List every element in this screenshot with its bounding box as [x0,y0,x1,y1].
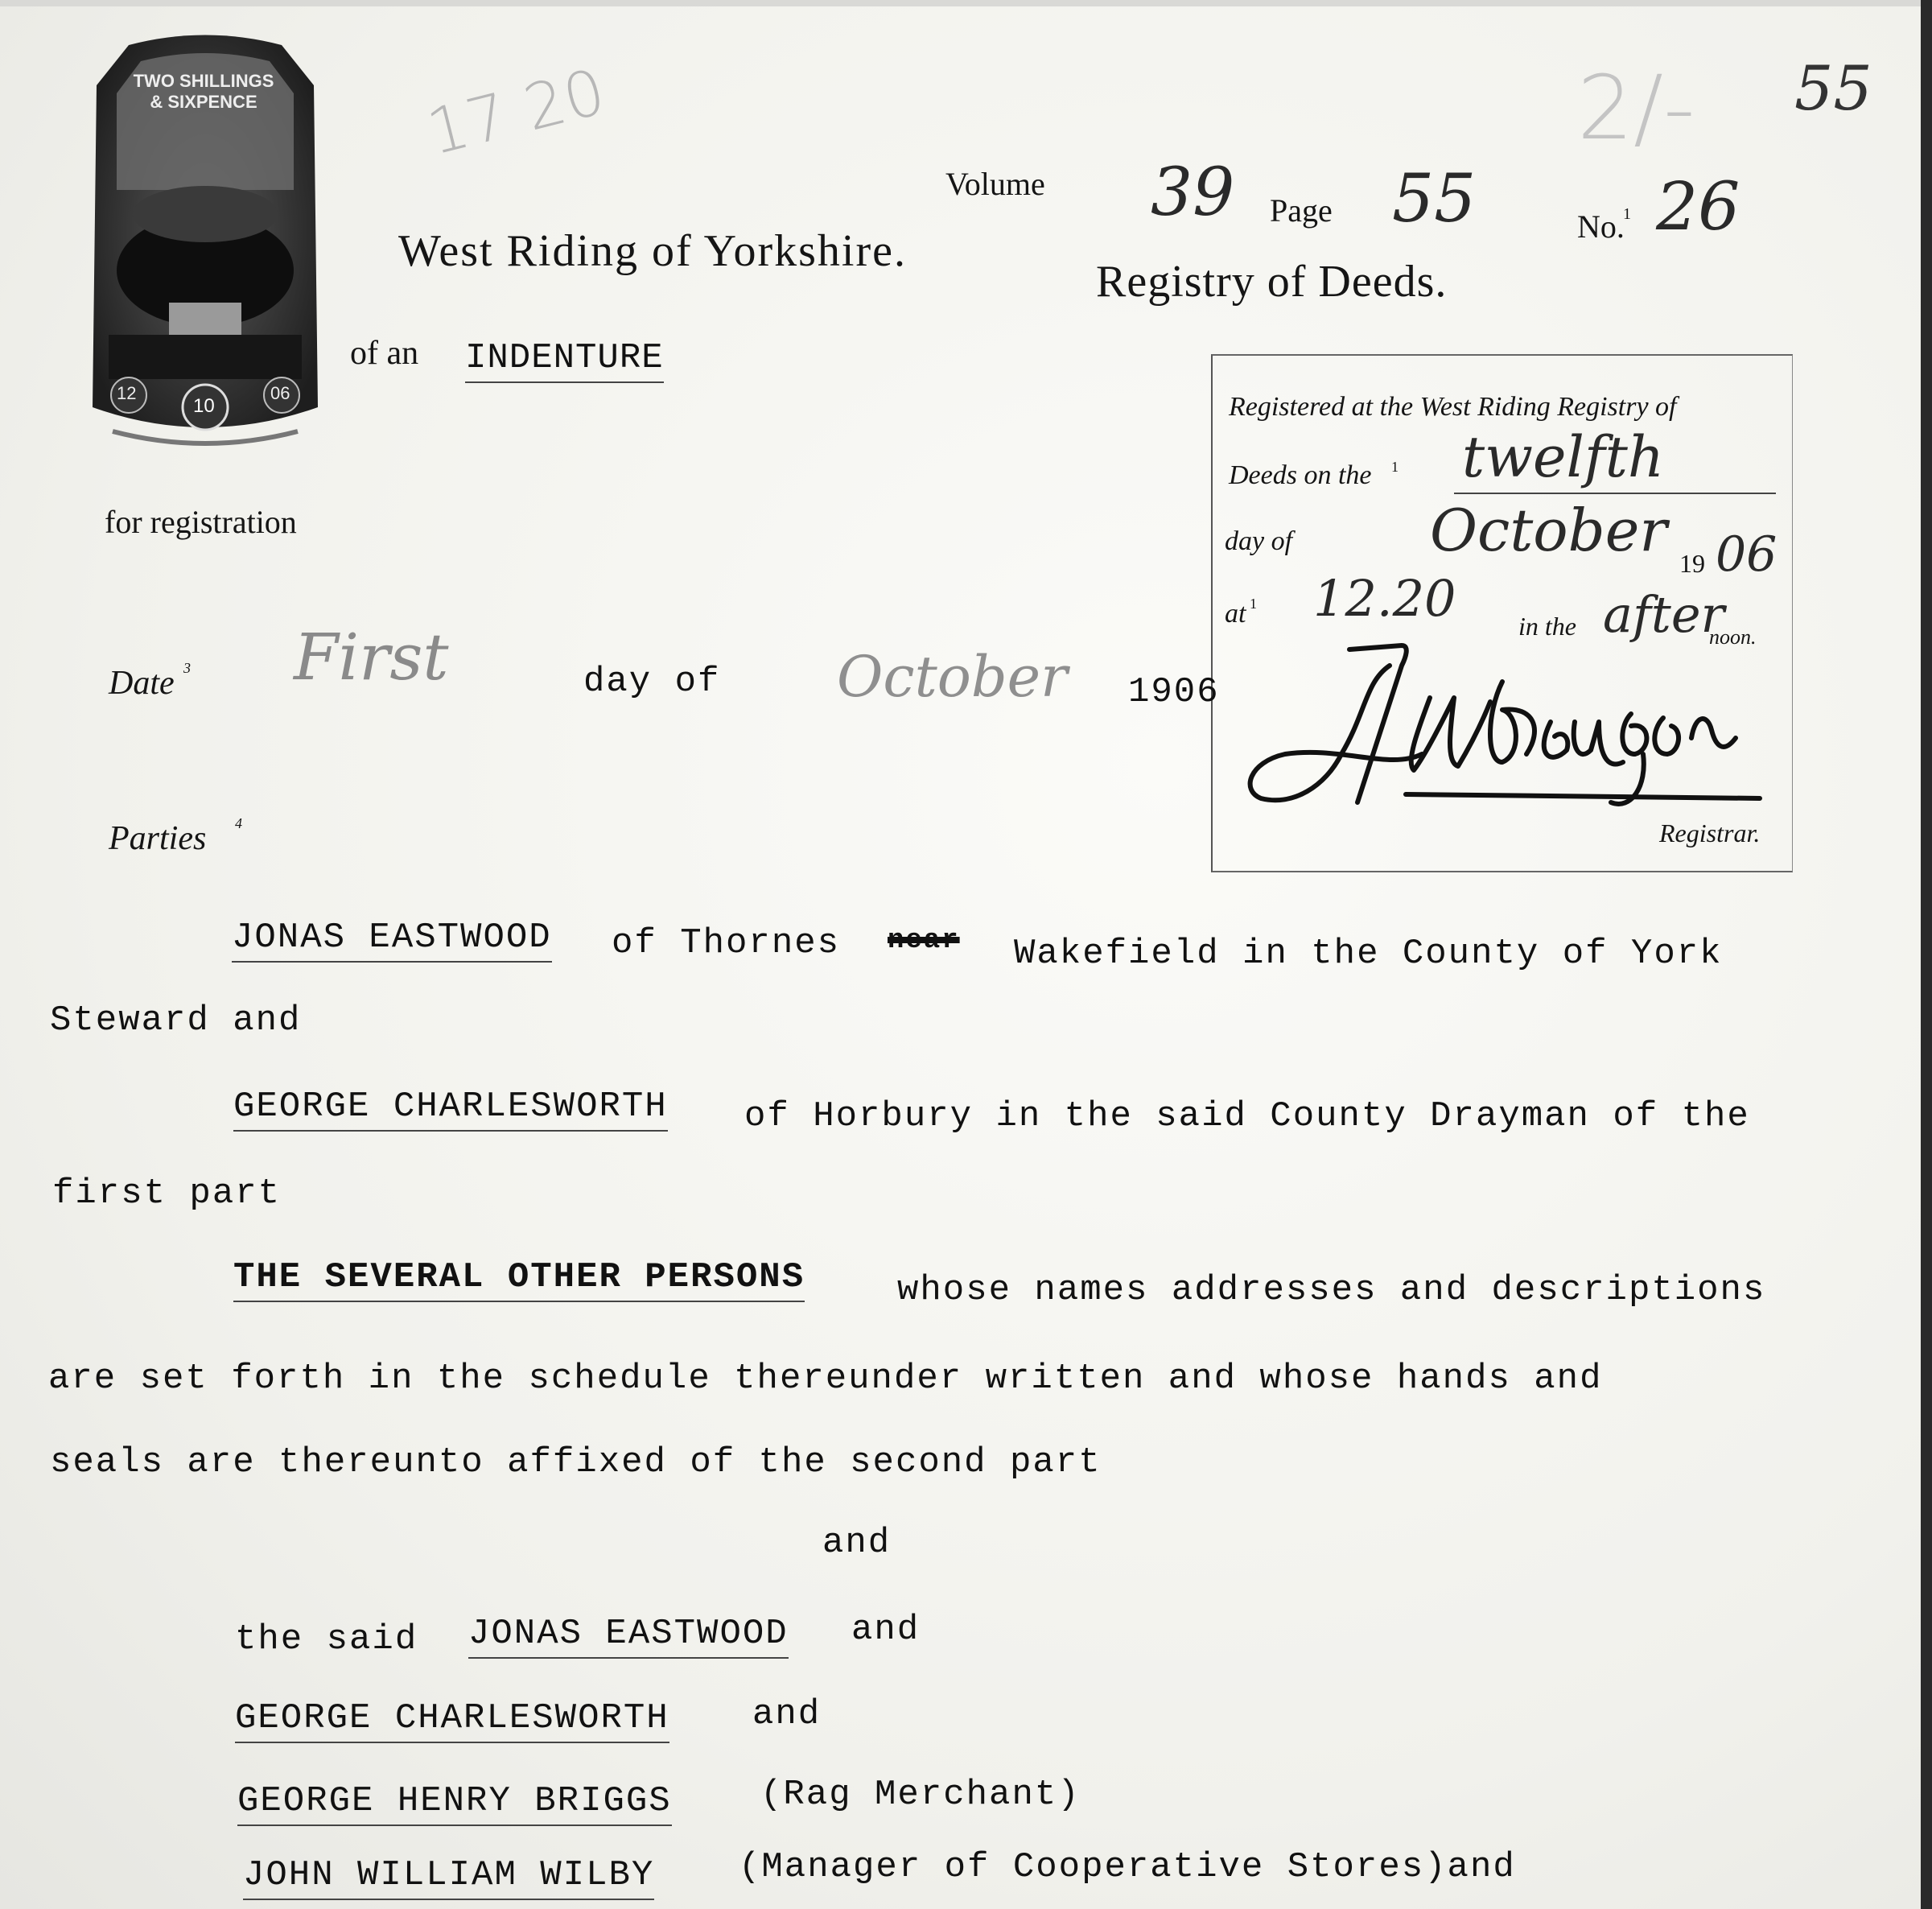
trustee1-name: JONAS EASTWOOD [468,1614,789,1659]
memorial-prefix: of an [350,335,419,372]
memorial-doc-type: INDENTURE [465,338,664,383]
stamp-number-right: 06 [270,383,290,403]
pencil-note: 17 20 [420,56,612,170]
page-label: Page [1270,192,1333,229]
trustee3-name: GEORGE HENRY BRIGGS [237,1781,672,1826]
party1-text-a: of Thornes [612,923,841,963]
scan-edge-top [0,0,1932,6]
reg-year-value: 06 [1716,526,1778,583]
volume-value: 39 [1151,155,1235,231]
date-label: Date [109,665,175,702]
reg-month-value: October [1430,497,1667,564]
date-day-of: day of [583,662,721,702]
party1-text-b: Wakefield in the County of York [1014,934,1723,974]
party1-name: JONAS EASTWOOD [232,917,552,963]
title-west-riding: West Riding of Yorkshire. [398,226,907,276]
reg-line1: Registered at the West Riding Registry of [1229,392,1677,422]
trustee2-name: GEORGE CHARLESWORTH [235,1698,669,1743]
trustee3-suffix: (Rag Merchant) [760,1775,1081,1815]
corner-pencil-note: 2/- [1577,56,1695,159]
party1-struck: near [888,926,960,956]
volume-label: Volume [945,166,1045,202]
no-label: No. [1577,208,1625,245]
reg-year-printed: 19 [1679,549,1705,578]
reg-period-value: after [1603,585,1725,644]
page-number-handwritten: 55 [1794,52,1872,124]
parties-label-sup: 4 [235,815,242,831]
registrar-signature [1245,633,1776,843]
for-registration-label: for registration [105,504,297,540]
and-separator: and [822,1523,892,1563]
revenue-stamp [80,29,330,447]
party3-continuation-2: seals are thereunto affixed of the second part [50,1442,1102,1482]
trustee1-prefix: the said [235,1619,418,1660]
reg-deeds-on: Deeds on the [1229,460,1372,490]
date-label-sup: 3 [183,660,191,676]
date-year: 1906 [1128,672,1220,712]
party1-continuation: Steward and [50,1000,302,1041]
scan-edge-right [1921,0,1932,1909]
no-sup: 1 [1623,205,1631,223]
registration-certificate-box [1211,354,1793,872]
reg-in-the: in the [1518,612,1576,641]
reg-day-underline [1454,493,1776,494]
registrar-label: Registrar. [1659,818,1761,847]
trustee2-suffix: and [752,1694,822,1734]
trustee4-suffix: (Manager of Cooperative Stores)and [739,1847,1516,1887]
trustee1-suffix: and [851,1610,921,1650]
reg-noon: noon. [1709,625,1757,649]
stamp-top-text: TWO SHILLINGS & SIXPENCE [133,71,274,112]
title-registry: Registry of Deeds. [1096,257,1448,307]
no-value: 26 [1656,169,1740,245]
reg-at-label: at [1225,599,1246,629]
parties-label: Parties [109,820,207,857]
date-month-value: October [837,644,1068,710]
party2-text: of Horbury in the said County Drayman of the [744,1096,1750,1136]
party3-name: THE SEVERAL OTHER PERSONS [233,1257,805,1302]
reg-day-of: day of [1225,526,1293,556]
party2-name: GEORGE CHARLESWORTH [233,1086,668,1132]
stamp-number-left: 12 [117,383,137,403]
party3-continuation-1: are set forth in the schedule thereunder written and whose hands and [48,1359,1603,1399]
trustee4-name: JOHN WILLIAM WILBY [243,1855,654,1900]
reg-day-value: twelfth [1462,424,1664,490]
party2-continuation: first part [52,1173,282,1214]
reg-time-value: 12.20 [1313,569,1456,628]
reg-deeds-sup: 1 [1391,459,1399,475]
date-day-value: First [294,620,449,695]
page-value: 55 [1392,161,1477,237]
party3-text: whose names addresses and descriptions [897,1270,1766,1310]
reg-at-sup: 1 [1250,596,1257,612]
stamp-number-center: 10 [193,395,215,417]
